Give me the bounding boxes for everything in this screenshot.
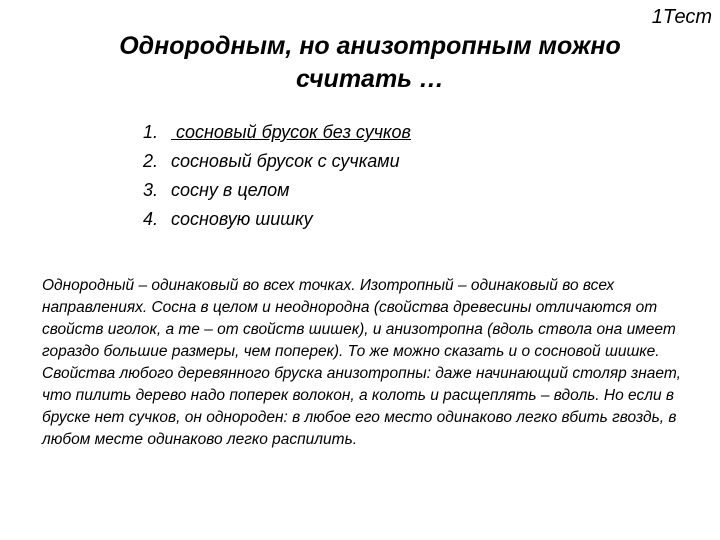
answer-option-1[interactable]: [143, 118, 411, 147]
explanation-text: Однородный – одинаковый во всех точках. Изотропный – одинаковый во всех направлениях. Сосна в целом и неоднородна (свойства древесины отличаются от свойств иголок, а те – от свойств шишек), и анизотропна (вдоль ствола она имеет гораздо большие размеры, чем поперек). То же можно сказать и о сосновой шишке. Свойства любого деревянного бруска анизотропны: даже начинающий столяр знает, что пилить дерево надо поперек волокон, а колоть и расщеплять – вдоль. Но если в бруске нет сучков, он однороден: в любое его место одинаково легко вбить гвоздь, в любом месте одинаково легко распилить.: [42, 277, 681, 448]
option-number: 4.: [143, 209, 159, 229]
option-number: 3.: [143, 180, 159, 200]
option-text: сосновый брусок с сучками: [171, 151, 400, 171]
answer-option-3[interactable]: [143, 176, 411, 205]
option-text: сосновый брусок без сучков: [171, 122, 411, 142]
answer-option-2[interactable]: [143, 147, 411, 176]
option-number: 1.: [143, 122, 159, 142]
question-title: Однородным, но анизотропным можно считать …: [119, 32, 621, 93]
option-text: сосновую шишку: [171, 209, 313, 229]
test-badge: 1Тест: [651, 6, 712, 28]
option-text: сосну в целом: [171, 180, 290, 200]
answer-option-4[interactable]: [143, 205, 411, 234]
option-number: 2.: [143, 151, 159, 171]
answer-options: [143, 118, 411, 234]
